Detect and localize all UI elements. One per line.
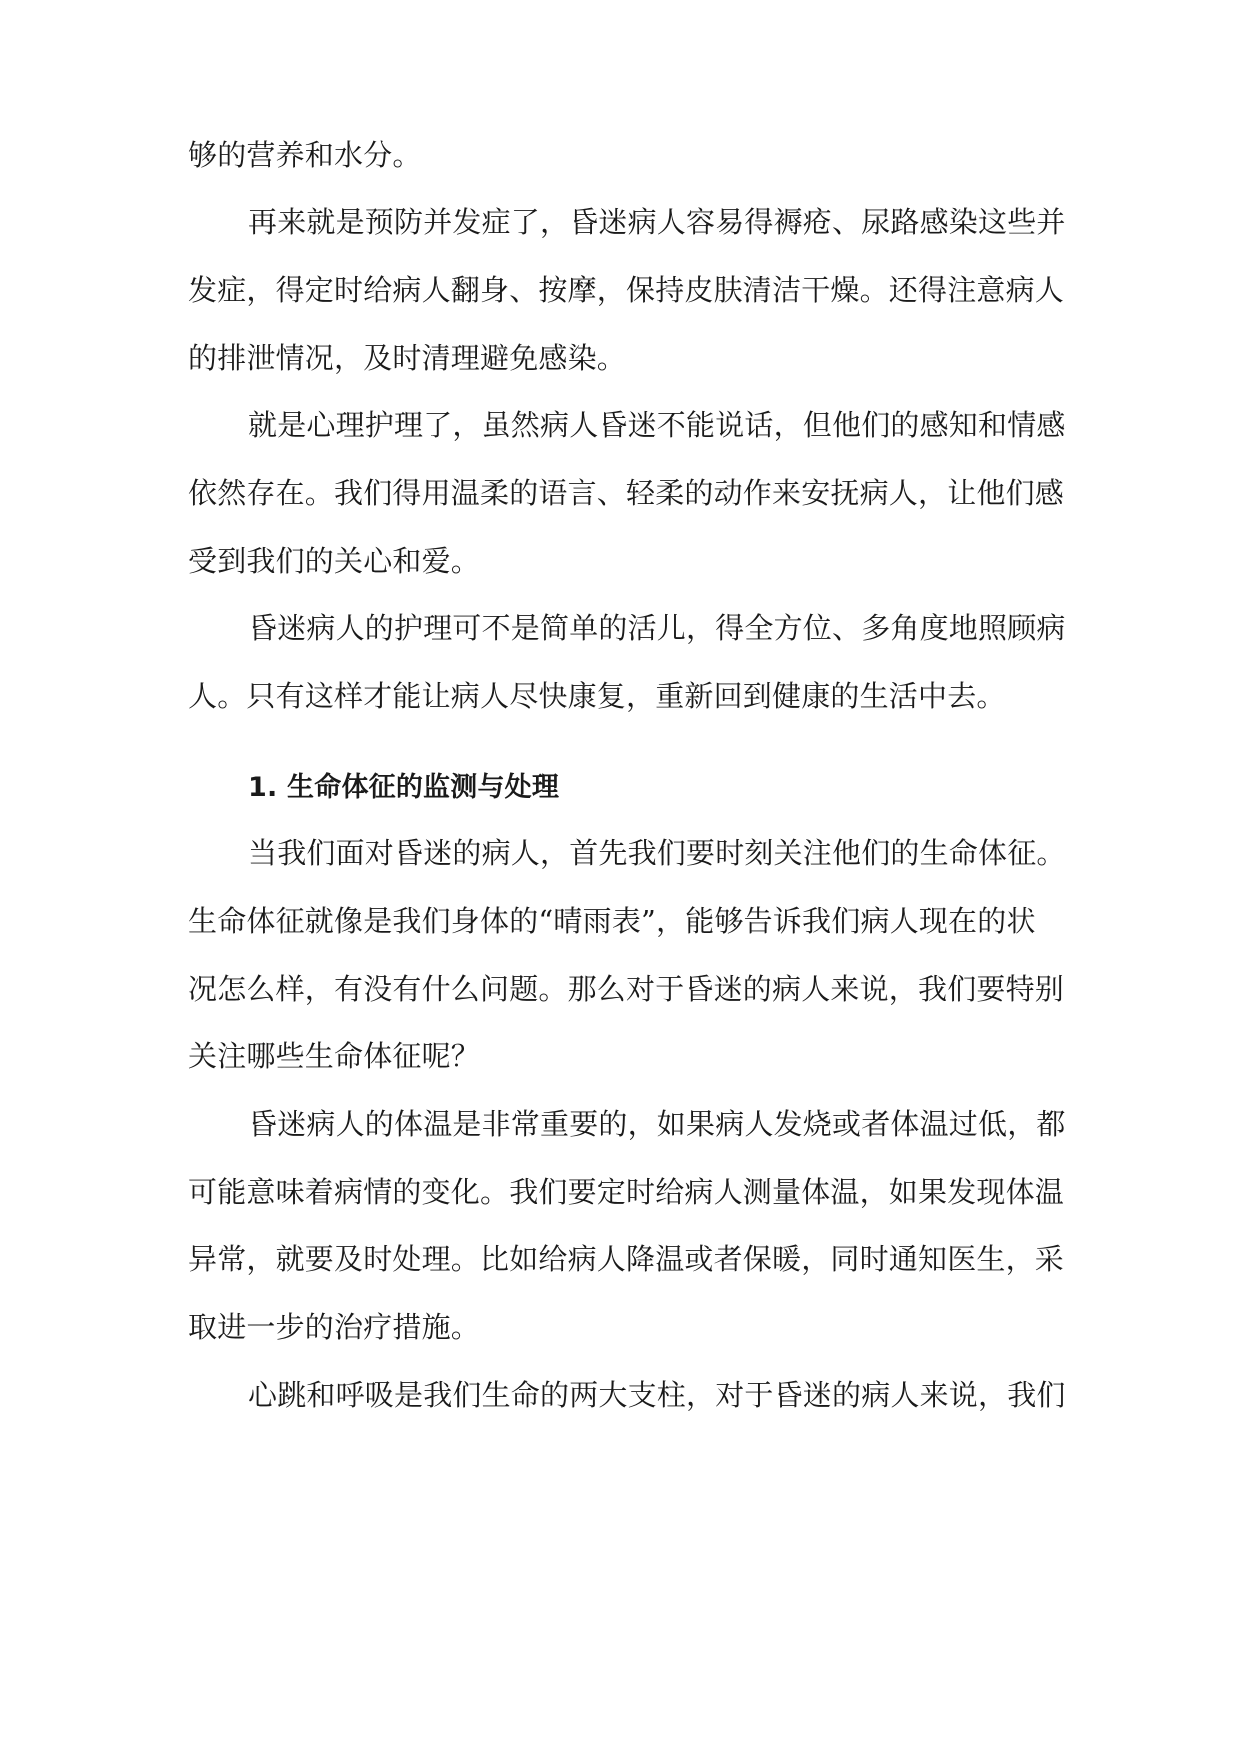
paragraph-line: 受到我们的关心和爱。 (188, 544, 481, 578)
paragraph-line: 再来就是预防并发症了，昏迷病人容易得褥疮、尿路感染这些并 (248, 205, 1066, 239)
paragraph-line: 就是心理护理了，虽然病人昏迷不能说话，但他们的感知和情感 (248, 408, 1066, 442)
paragraph-line: 依然存在。我们得用温柔的语言、轻柔的动作来安抚病人，让他们感 (188, 476, 1065, 510)
paragraph-line: 够的营养和水分。 (188, 138, 422, 172)
section-heading: 1. 生命体征的监测与处理 (248, 772, 560, 803)
paragraph-line: 可能意味着病情的变化。我们要定时给病人测量体温，如果发现体温 (188, 1175, 1065, 1209)
paragraph-line: 取进一步的治疗措施。 (188, 1310, 481, 1344)
paragraph-line: 的排泄情况，及时清理避免感染。 (188, 341, 627, 375)
paragraph-line: 昏迷病人的体温是非常重要的，如果病人发烧或者体温过低，都 (248, 1107, 1066, 1141)
paragraph-line: 当我们面对昏迷的病人，首先我们要时刻关注他们的生命体征。 (248, 836, 1066, 870)
paragraph-line: 生命体征就像是我们身体的“晴雨表”，能够告诉我们病人现在的状 (188, 904, 1036, 938)
paragraph-line: 心跳和呼吸是我们生命的两大支柱，对于昏迷的病人来说，我们 (248, 1378, 1066, 1412)
paragraph-line: 人。只有这样才能让病人尽快康复，重新回到健康的生活中去。 (188, 679, 1006, 713)
paragraph-line: 关注哪些生命体征呢？ (188, 1039, 481, 1073)
paragraph-line: 异常，就要及时处理。比如给病人降温或者保暖，同时通知医生，采 (188, 1242, 1065, 1276)
paragraph-line: 昏迷病人的护理可不是简单的活儿，得全方位、多角度地照顾病 (248, 611, 1066, 645)
paragraph-line: 况怎么样，有没有什么问题。那么对于昏迷的病人来说，我们要特别 (188, 972, 1065, 1006)
paragraph-line: 发症，得定时给病人翻身、按摩，保持皮肤清洁干燥。还得注意病人 (188, 273, 1065, 307)
